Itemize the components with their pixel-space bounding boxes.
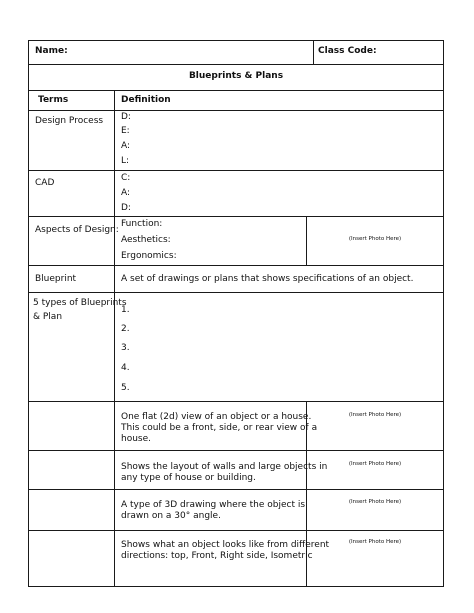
design-line-d: D: [121,112,131,122]
term-aspects-of-design: Aspects of Design: [35,225,119,235]
type-row-1-line-1: One flat (2d) view of an object or a house. [121,412,312,422]
divider-terms-definition [114,90,115,587]
table-border-top [28,40,444,41]
divider-cad [28,216,444,217]
term-types-line2: & Plan [33,312,63,322]
column-header-definition: Definition [121,95,171,105]
photo-placeholder-aspects: (Insert Photo Here) [348,236,402,242]
photo-placeholder-type-3: (Insert Photo Here) [348,499,402,505]
divider-name-class [313,40,314,65]
type-row-2-line-1: Shows the layout of walls and large objects in [121,462,328,472]
type-row-4-line-1: Shows what an object looks like from different [121,540,330,550]
divider-title-row [28,90,444,91]
divider-header-row [28,110,444,111]
design-line-a: A: [121,141,131,151]
aspects-line-ergonomics: Ergonomics: [121,251,177,261]
divider-type-row-2 [28,489,444,490]
name-label: Name: [35,46,68,56]
term-design-process: Design Process [35,116,104,126]
type-row-1-line-2: This could be a front, side, or rear view of a [121,423,318,433]
types-item-3: 3. [121,343,130,353]
photo-placeholder-type-1: (Insert Photo Here) [348,412,402,418]
photo-placeholder-type-2: (Insert Photo Here) [348,461,402,467]
divider-type-row-3 [28,530,444,531]
cad-line-c: C: [121,173,131,183]
type-row-3-line-2: drawn on a 30° angle. [121,511,221,521]
divider-type-row-1 [28,450,444,451]
blueprint-definition: A set of drawings or plans that shows specifications of an object. [121,274,414,284]
aspects-line-aesthetics: Aesthetics: [121,235,171,245]
column-header-terms: Terms [38,95,69,105]
type-row-3-line-1: A type of 3D drawing where the object is [121,500,306,510]
class-code-label: Class Code: [318,46,377,56]
term-types-line1: 5 types of Blueprints [33,298,127,308]
type-row-4-line-2: directions: top, Front, Right side, Isometric [121,551,313,561]
aspects-line-function: Function: [121,219,163,229]
types-item-4: 4. [121,363,130,373]
divider-blueprint [28,292,444,293]
photo-placeholder-type-4: (Insert Photo Here) [348,539,402,545]
type-row-1-line-3: house. [121,434,152,444]
divider-types [28,401,444,402]
types-item-1: 1. [121,305,130,315]
design-line-e: E: [121,126,130,136]
cad-line-d: D: [121,203,131,213]
table-border-bottom [28,586,444,587]
design-line-l: L: [121,156,130,166]
type-row-2-line-2: any type of house or building. [121,473,256,483]
table-border-left [28,40,29,587]
cad-line-a: A: [121,188,131,198]
divider-design-process [28,170,444,171]
types-item-5: 5. [121,383,130,393]
term-cad: CAD [35,178,55,188]
term-blueprint: Blueprint [35,274,77,284]
types-item-2: 2. [121,324,130,334]
divider-aspects [28,265,444,266]
page-title: Blueprints & Plans [188,71,284,81]
divider-name-row [28,64,444,65]
